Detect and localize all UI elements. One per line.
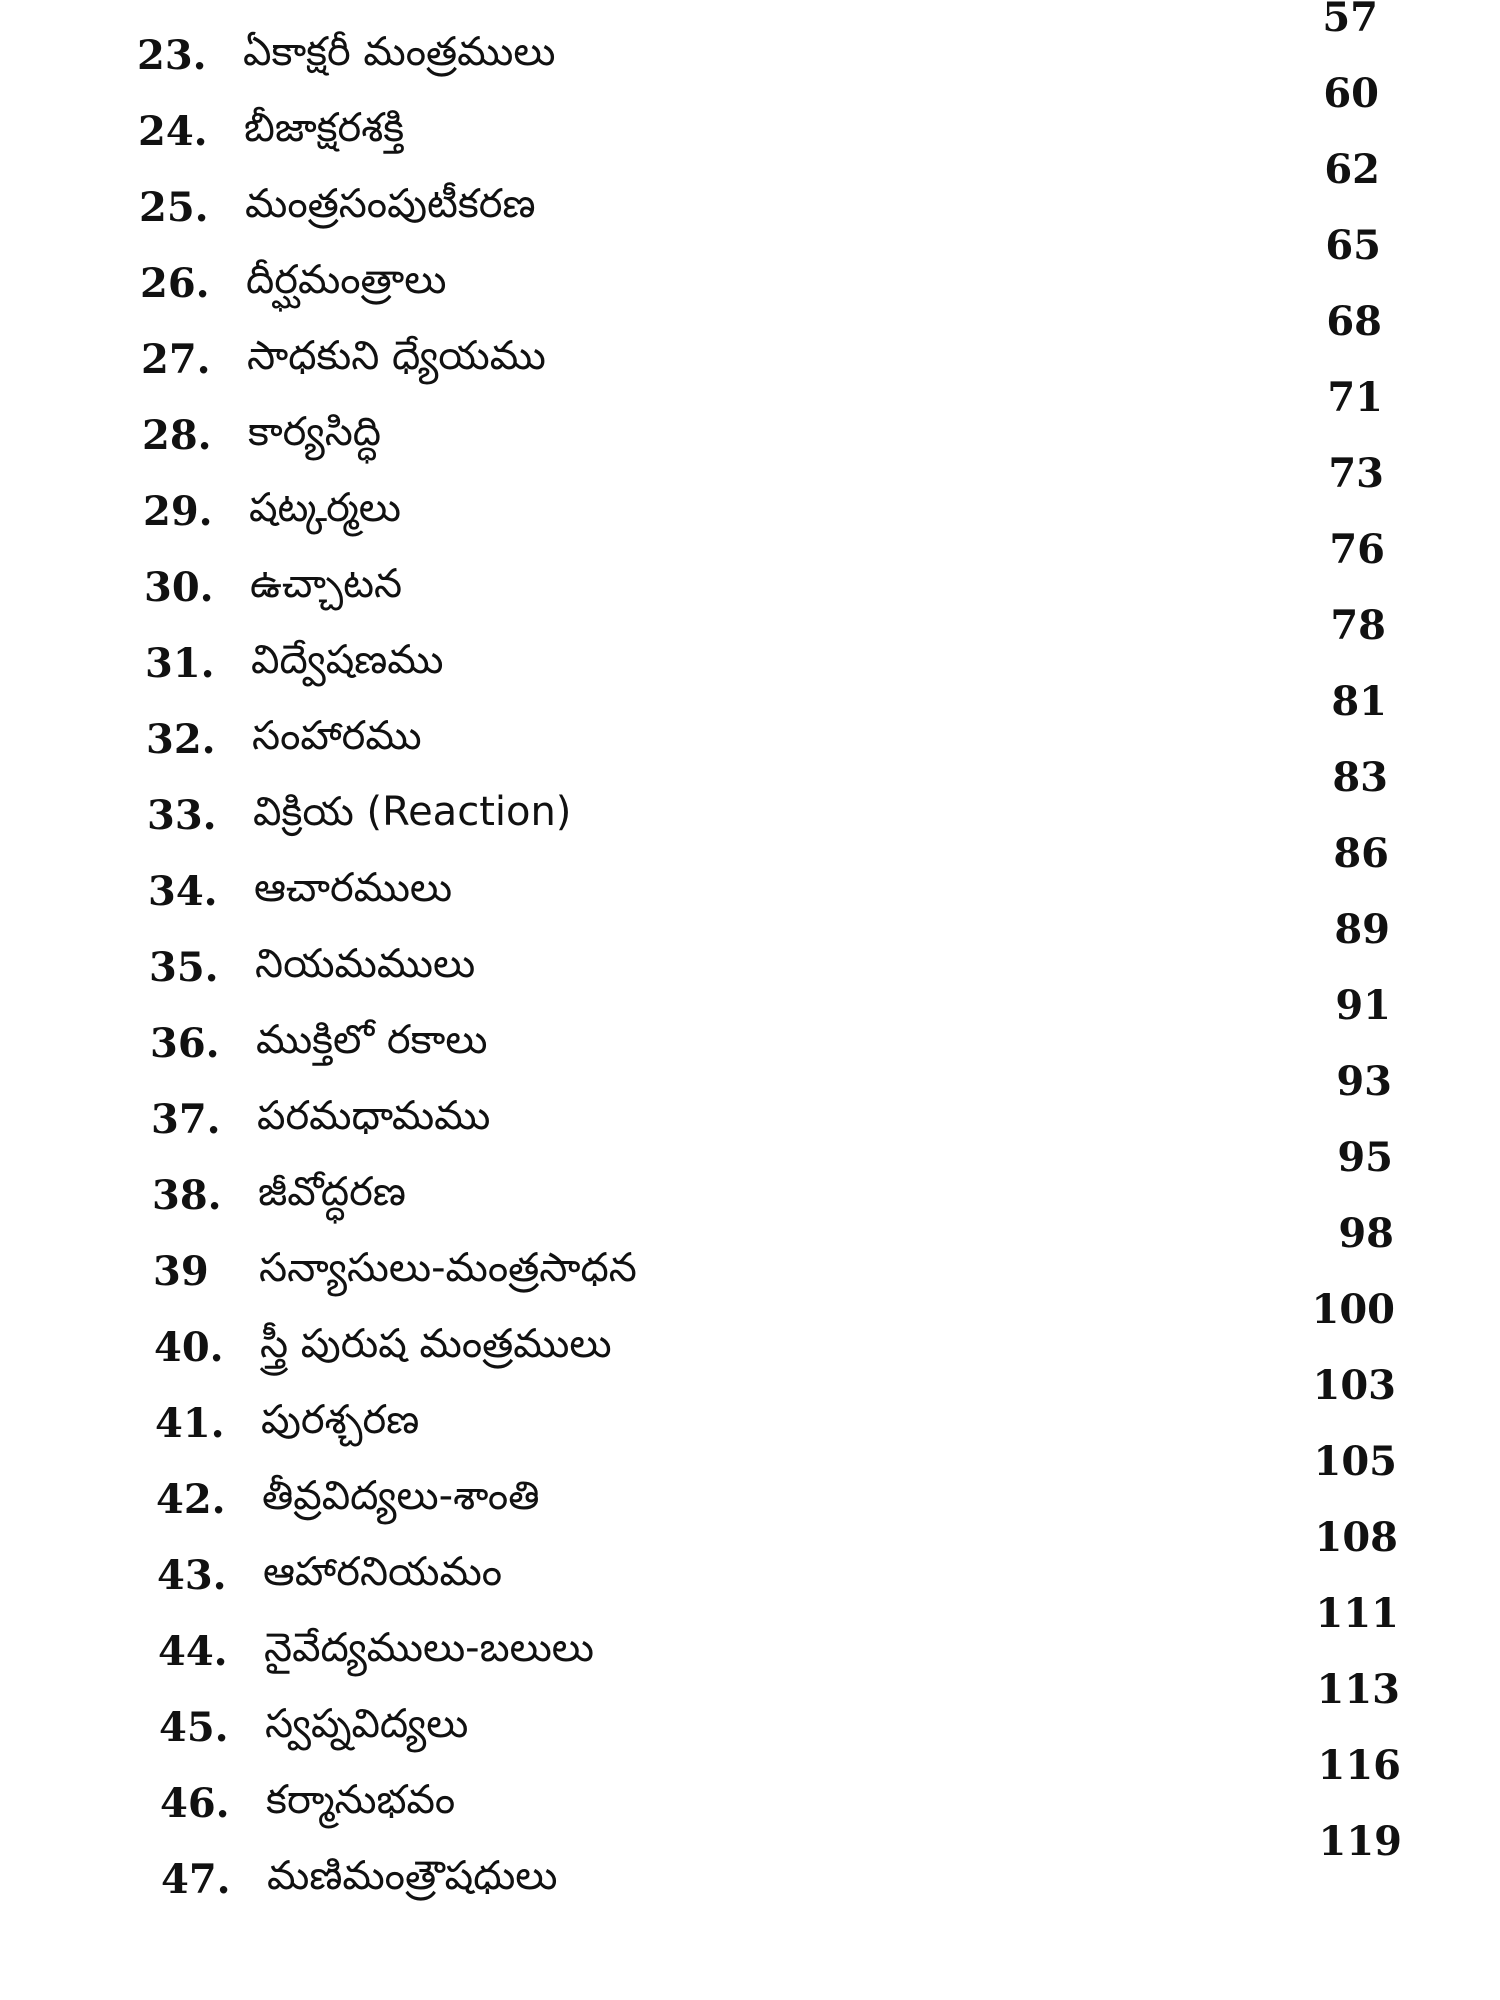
entry-page-number: 78 [1330, 602, 1386, 649]
entry-page-number: 105 [1313, 1438, 1397, 1485]
entry-number: 44. [158, 1628, 228, 1675]
entry-page-number: 93 [1336, 1058, 1392, 1105]
entry-number: 47. [161, 1856, 231, 1903]
entry-title: విక్రియ (Reaction) [253, 789, 572, 835]
entry-title: కర్మానుభవం [266, 1777, 456, 1823]
entry-page-number: 65 [1325, 222, 1381, 269]
toc-entry [0, 1818, 1500, 1908]
entry-number: 42. [156, 1476, 226, 1523]
entry-number: 43. [157, 1552, 227, 1599]
entry-page-number: 108 [1314, 1514, 1398, 1561]
entry-number: 29. [143, 488, 213, 535]
entry-title: పరమధామము [257, 1093, 491, 1139]
entry-title: మణిమంత్రౌషధులు [267, 1853, 558, 1899]
entry-number: 33. [147, 792, 217, 839]
entry-title: ఉచ్చాటన [250, 561, 403, 607]
entry-page-number: 76 [1329, 526, 1385, 573]
entry-number: 24. [138, 108, 208, 155]
entry-page-number: 73 [1328, 450, 1384, 497]
entry-number: 46. [160, 1780, 230, 1827]
entry-page-number: 68 [1326, 298, 1382, 345]
entry-title: సంహారము [252, 713, 422, 759]
entry-number: 26. [140, 260, 210, 307]
entry-page-number: 57 [1322, 0, 1378, 41]
entry-title: ముక్తిలో రకాలు [256, 1017, 488, 1063]
entry-number: 28. [142, 412, 212, 459]
entry-title: బీజాక్షరశక్తి [244, 105, 405, 151]
entry-page-number: 116 [1317, 1742, 1401, 1789]
entry-title: స్త్రీ పురుష మంత్రములు [260, 1321, 612, 1367]
entry-title: సాధకుని ధ్యేయము [247, 333, 546, 379]
entry-number: 32. [146, 716, 216, 763]
entry-title: విద్వేషణము [251, 637, 444, 683]
entry-number: 40. [154, 1324, 224, 1371]
entry-title: జీవోద్ధరణ [258, 1169, 406, 1215]
entry-title: షట్కర్మలు [249, 485, 401, 531]
entry-page-number: 113 [1316, 1666, 1400, 1713]
entry-page-number: 83 [1332, 754, 1388, 801]
entry-number: 27. [141, 336, 211, 383]
entry-title: తీవ్రవిద్యలు-శాంతి [262, 1473, 540, 1519]
entry-title: ఏకాక్షరీ మంత్రములు [243, 29, 556, 75]
entry-number: 39 [153, 1248, 209, 1295]
entry-page-number: 60 [1323, 70, 1379, 117]
entry-title: పురశ్చరణ [261, 1397, 420, 1443]
entry-page-number: 98 [1338, 1210, 1394, 1257]
entry-title: నైవేద్యములు-బలులు [264, 1625, 594, 1671]
entry-page-number: 62 [1324, 146, 1380, 193]
entry-title: ఆచారములు [254, 865, 453, 911]
entry-page-number: 100 [1311, 1286, 1395, 1333]
entry-number: 37. [151, 1096, 221, 1143]
entry-page-number: 89 [1334, 906, 1390, 953]
entry-page-number: 103 [1312, 1362, 1396, 1409]
entry-page-number: 95 [1337, 1134, 1393, 1181]
entry-number: 36. [150, 1020, 220, 1067]
entry-number: 45. [159, 1704, 229, 1751]
entry-page-number: 111 [1315, 1590, 1399, 1637]
entry-page-number: 91 [1335, 982, 1391, 1029]
entry-title: కార్యసిద్ధి [248, 409, 382, 455]
entry-number: 23. [137, 32, 207, 79]
entry-page-number: 71 [1327, 374, 1383, 421]
entry-title: ఆహారనియమం [263, 1549, 503, 1595]
entry-title: దీర్ఘమంత్రాలు [246, 257, 447, 303]
entry-number: 25. [139, 184, 209, 231]
entry-title: నియమములు [255, 941, 476, 987]
entry-title: స్వప్నవిద్యలు [265, 1701, 469, 1747]
entry-title: మంత్రసంపుటీకరణ [245, 181, 536, 227]
entry-page-number: 119 [1318, 1818, 1402, 1865]
entry-number: 30. [144, 564, 214, 611]
entry-number: 41. [155, 1400, 225, 1447]
entry-number: 38. [152, 1172, 222, 1219]
entry-number: 35. [149, 944, 219, 991]
entry-page-number: 86 [1333, 830, 1389, 877]
entry-page-number: 81 [1331, 678, 1387, 725]
entry-title: సన్యాసులు-మంత్రసాధన [259, 1245, 637, 1291]
entry-number: 31. [145, 640, 215, 687]
entry-number: 34. [148, 868, 218, 915]
